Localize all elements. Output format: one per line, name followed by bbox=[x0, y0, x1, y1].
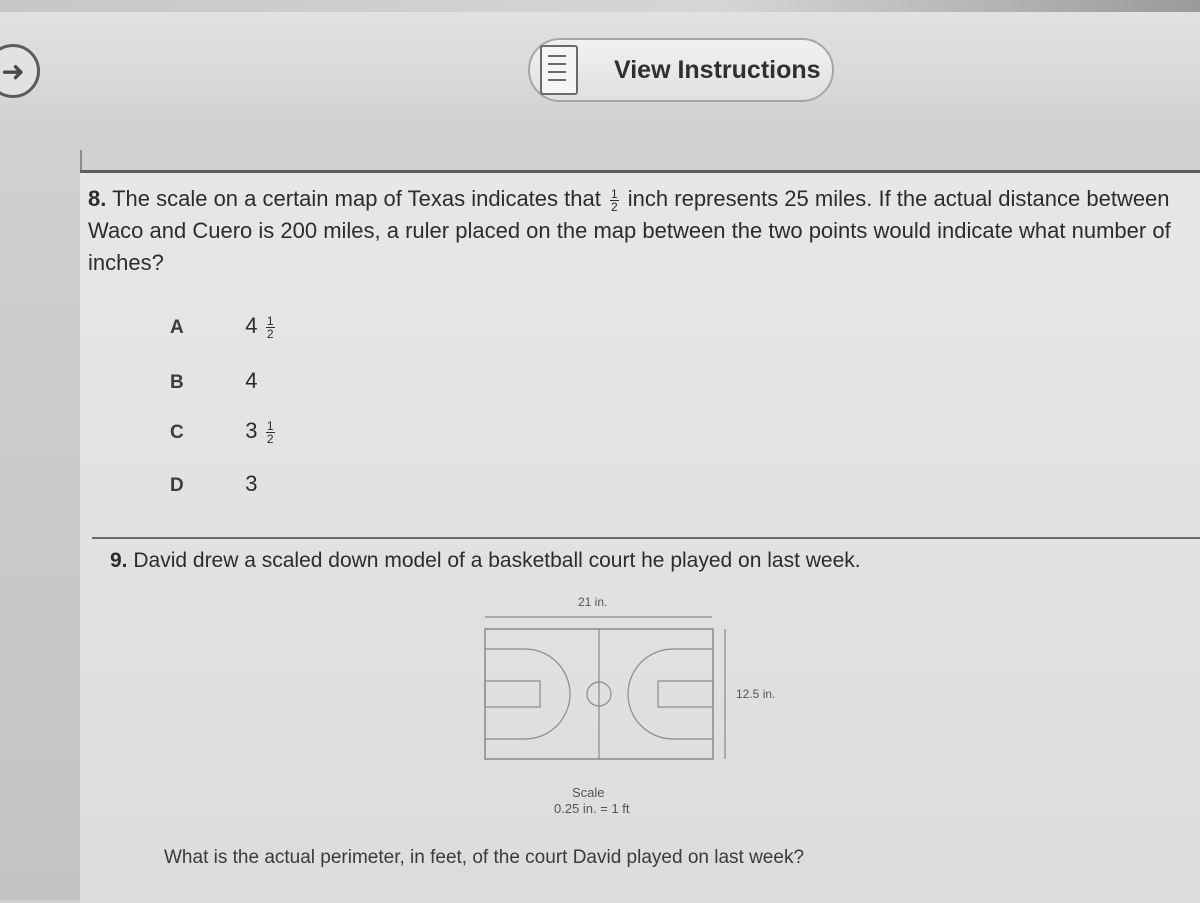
choice-a[interactable] bbox=[170, 313, 278, 340]
basketball-court-drawing bbox=[480, 587, 780, 817]
choice-a-numerator: 1 bbox=[266, 314, 274, 329]
choice-a-whole: 4 bbox=[245, 313, 258, 338]
question-9-intro-text: David drew a scaled down model of a basketball court he played on last week. bbox=[133, 549, 861, 572]
arrow-right-icon: ➜ bbox=[1, 55, 25, 87]
choice-c[interactable] bbox=[170, 418, 278, 445]
left-key bbox=[485, 681, 540, 707]
choice-a-denominator: 2 bbox=[266, 327, 274, 342]
scale-title: Scale bbox=[572, 785, 605, 800]
choice-b-whole: 4 bbox=[245, 368, 258, 393]
question-panel bbox=[80, 170, 1200, 903]
court-length-label: 21 in. bbox=[578, 595, 608, 609]
question-8-number: 8. bbox=[88, 186, 107, 211]
court-width-label: 12.5 in. bbox=[736, 687, 776, 701]
choice-a-fraction bbox=[266, 315, 275, 340]
choice-c-numerator: 1 bbox=[266, 419, 274, 434]
choice-a-letter: A bbox=[170, 317, 184, 338]
document-icon bbox=[540, 45, 578, 95]
choice-d[interactable] bbox=[170, 471, 258, 497]
choice-d-whole: 3 bbox=[245, 471, 258, 496]
view-instructions-label: View Instructions bbox=[614, 55, 821, 84]
question-9-intro bbox=[110, 549, 861, 573]
right-three-point-arc bbox=[628, 649, 713, 739]
choice-b[interactable] bbox=[170, 368, 258, 394]
choice-c-whole: 3 bbox=[245, 418, 258, 443]
question-divider bbox=[92, 537, 1200, 539]
window-top-strip bbox=[0, 0, 1200, 12]
left-sidebar bbox=[0, 150, 82, 900]
choice-c-letter: C bbox=[170, 422, 184, 443]
question-8-text-part2: inch represents 25 miles. If the actual distance between Waco and Cuero is 200 miles, a ruler placed on the map between the two points would indicate what number of inches? bbox=[88, 186, 1171, 275]
question-8-text bbox=[88, 183, 1178, 279]
scale-fraction bbox=[610, 188, 619, 213]
scale-fraction-denominator: 2 bbox=[610, 199, 618, 214]
question-8-text-part1: The scale on a certain map of Texas indicates that bbox=[112, 186, 601, 211]
scale-fraction-numerator: 1 bbox=[610, 186, 618, 201]
left-three-point-arc bbox=[485, 649, 570, 739]
question-9-number: 9. bbox=[110, 549, 128, 572]
view-instructions-button[interactable] bbox=[528, 38, 834, 102]
question-9-prompt: What is the actual perimeter, in feet, of the court David played on last week? bbox=[164, 847, 805, 868]
choice-b-letter: B bbox=[170, 372, 184, 393]
right-key bbox=[658, 681, 713, 707]
choice-c-fraction bbox=[266, 420, 275, 445]
choice-c-denominator: 2 bbox=[266, 432, 274, 447]
choice-d-letter: D bbox=[170, 475, 184, 496]
court-diagram bbox=[480, 587, 780, 817]
scale-value: 0.25 in. = 1 ft bbox=[554, 801, 630, 816]
